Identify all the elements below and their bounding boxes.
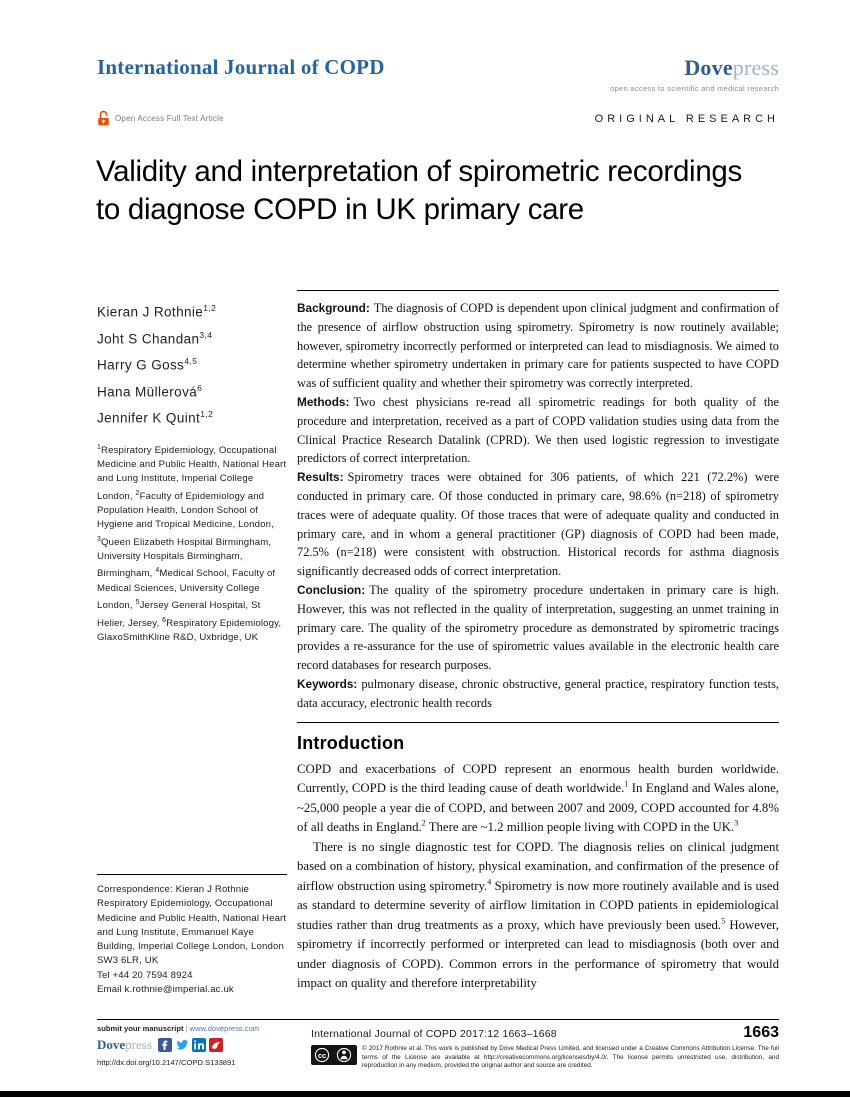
author-affil-sup: 1,2 xyxy=(200,409,214,419)
reference-sup[interactable]: 1 xyxy=(624,779,629,789)
intro-paragraph-2 xyxy=(297,838,779,994)
submit-label: submit your manuscript xyxy=(97,1024,184,1033)
affiliations xyxy=(97,441,287,646)
dovepress-logo-dove: Dove xyxy=(97,1037,126,1052)
section-label: Results: xyxy=(297,470,344,485)
author-affil-sup: 4,5 xyxy=(184,356,198,366)
author-name: Hana Müllerová xyxy=(97,384,198,399)
separator: | xyxy=(185,1024,188,1033)
correspondence-block xyxy=(97,874,287,997)
introduction-heading: Introduction xyxy=(297,732,405,753)
author xyxy=(97,403,287,430)
journal-citation-row xyxy=(311,1024,779,1042)
license-text: © 2017 Rothnie et al. This work is published by Dove Medical Press Limited, and licensed under a Creative Commons Attribution License. The full terms of the License are available at http://creativecommons.org/licenses/by/4.0/. The license permits unrestricted use, distribution, and reproduction in any medium, provided the original author and source are credited. xyxy=(362,1045,779,1070)
abstract-conclusion xyxy=(297,581,779,675)
reference-sup[interactable]: 3 xyxy=(734,818,739,828)
affil-sup: 5 xyxy=(135,599,140,607)
section-text: The diagnosis of COPD is dependent upon clinical judgment and confirmation of the presence of airflow obstruction using spirometry. Spirometry is now routinely available; however, spirometry incorrectly performed or interpreted can lead to misdiagnosis. We aimed to determine whether spirometry undertaken in primary care for patients suspected to have COPD was of sufficient quality and whether their spirometry was correctly interpreted. xyxy=(297,301,779,391)
dovepress-logo-dove: Dove xyxy=(684,55,733,80)
abstract-top-divider xyxy=(297,290,779,291)
dovepress-url-link[interactable]: www.dovepress.com xyxy=(189,1024,260,1033)
social-icons xyxy=(158,1038,223,1052)
reference-sup[interactable]: 4 xyxy=(487,877,492,887)
dove-social-icon[interactable] xyxy=(209,1038,223,1052)
abstract-keywords xyxy=(297,675,779,713)
footer-logo-row xyxy=(97,1037,297,1053)
author-affil-sup: 3,4 xyxy=(199,329,213,340)
author-name: Jennifer K Quint xyxy=(97,410,201,426)
svg-text:cc: cc xyxy=(317,1050,327,1060)
correspondence-address: Respiratory Epidemiology, Occupational Medicine and Public Health, National Heart and Lung Institute, Emmanuel Kaye Building, Imperial College London, London SW3 6LR, UK xyxy=(97,898,287,967)
author xyxy=(97,297,287,324)
affil-text: Respiratory Epidemiology, GlaxoSmithKline R&D, Uxbridge, UK xyxy=(97,617,282,644)
abstract-background xyxy=(297,299,779,393)
affil-sup: 1 xyxy=(97,443,102,451)
section-label: Background: xyxy=(297,301,370,315)
author-affil-sup: 1,2 xyxy=(203,303,217,313)
affil-sup: 2 xyxy=(135,489,140,497)
creative-commons-badge xyxy=(311,1045,357,1065)
paragraph-text: There are ~1.2 million people living with COPD in the UK. xyxy=(425,820,735,835)
dovepress-footer-logo xyxy=(97,1037,152,1053)
paragraph-text: There is no single diagnostic test for COPD. The diagnosis relies on clinical judgment based on a combination of history, physical examination, and confirmation of the presence of airflow obstruction using spirometry. xyxy=(297,839,779,893)
footer-right xyxy=(297,1024,779,1071)
paragraph-text: Spirometry is now more routinely available and is used as standard to determine severity of airflow limitation in COPD patients in epidemiological studies rather than drug treatments as a proxy, which have previously been used. xyxy=(297,878,779,932)
affil-sup: 6 xyxy=(162,616,167,624)
section-text: Two chest physicians re-read all spirometric readings for both quality of the procedure and interpretation, received as a part of COPD validation studies using data from the Clinical Practice Research Datalink (CPRD). We then used logistic regression to investigate predictors of correct interpretation. xyxy=(297,394,779,466)
author-name: Kieran J Rothnie xyxy=(97,304,204,320)
twitter-icon[interactable] xyxy=(175,1038,189,1052)
page-bottom-bar xyxy=(0,1091,850,1097)
intro-paragraph-1 xyxy=(297,760,779,838)
open-access-icon xyxy=(97,110,110,126)
abstract-results xyxy=(297,468,779,581)
license-row xyxy=(311,1045,779,1071)
paragraph-text: In England and Wales alone, ~25,000 people a year die of COPD, and between 2007 and 2009, COPD accounted for 4.8% of all deaths in England. xyxy=(297,781,779,835)
correspondence-tel: Tel +44 20 7594 8924 xyxy=(97,969,193,981)
author-affil-sup: 6 xyxy=(197,382,203,393)
author-list xyxy=(97,297,287,430)
right-column xyxy=(297,290,779,994)
submit-manuscript-line xyxy=(97,1024,297,1033)
open-access-row xyxy=(97,110,224,126)
page-footer xyxy=(97,1019,779,1071)
open-access-label: Open Access Full Text Article xyxy=(115,113,224,123)
linkedin-icon[interactable] xyxy=(192,1038,206,1052)
section-label: Methods: xyxy=(297,394,350,409)
section-text: The quality of the spirometry procedure undertaken in primary care is high. However, this was not reflected in the quality of interpretation, suggesting an unmet training in primary care. The quality of the spirometry procedure as demonstrated by spirometric tracings provides a re-assurance for the use of spirometric values available in the electronic health care record databases for research purposes. xyxy=(297,582,779,673)
journal-tagline: open access to scientific and medical research xyxy=(610,84,779,93)
reference-sup[interactable]: 2 xyxy=(421,818,426,828)
doi-link[interactable]: http://dx.doi.org/10.2147/COPD.S133891 xyxy=(97,1058,236,1067)
correspondence-email[interactable]: Email k.rothnie@imperial.ac.uk xyxy=(97,984,234,996)
reference-sup[interactable]: 5 xyxy=(721,916,726,926)
affil-sup: 4 xyxy=(155,567,160,575)
affil-text: Queen Elizabeth Hospital Birmingham, University Hospitals Birmingham, Birmingham, xyxy=(97,536,272,580)
section-label: Conclusion: xyxy=(297,582,366,597)
author-name: Harry G Goss xyxy=(97,357,185,373)
section-label: Keywords: xyxy=(297,676,358,691)
dovepress-logo xyxy=(684,55,779,81)
correspondence-name: Correspondence: Kieran J Rothnie xyxy=(97,884,249,895)
affil-sup: 3 xyxy=(97,535,102,543)
section-text: pulmonary disease, chronic obstructive, general practice, respiratory function tests, data accuracy, electronic health records xyxy=(297,676,779,710)
section-text: Spirometry traces were obtained for 306 patients, of which 221 (72.2%) were conducted in primary care. Of those conducted in primary care, 98.6% (n=218) of spirometry traces were of adequate quality. Of those traces that were of adequate quality and conducted in primary care, and in whom a general practitioner (GP) diagnosis of COPD had been made, 72.5% (n=218) were consistent with obstruction. Historical records for asthma diagnosis significantly decreased odds of correct interpretation. xyxy=(297,470,779,579)
page-number: 1663 xyxy=(743,1024,779,1041)
affil-text: Respiratory Epidemiology, Occupational Medicine and Public Health, National Heart and Lung Institute, Imperial College London, xyxy=(97,444,287,502)
abstract-bottom-divider xyxy=(297,722,779,723)
author xyxy=(97,324,287,351)
affil-text: Jersey General Hospital, St Helier, Jersey, xyxy=(97,600,261,629)
paragraph-text: COPD and exacerbations of COPD represent an enormous health burden worldwide. Currently, COPD is the third leading cause of death worldwide. xyxy=(297,761,779,796)
left-column xyxy=(97,297,287,645)
affil-text: Faculty of Epidemiology and Population Health, London School of Hygiene and Tropical Medicine, London, xyxy=(97,490,274,531)
author xyxy=(97,350,287,377)
dovepress-logo-press: press xyxy=(732,55,779,80)
facebook-icon[interactable] xyxy=(158,1038,172,1052)
article-type-label: ORIGINAL RESEARCH xyxy=(594,113,779,125)
affil-text: Medical School, Faculty of Medical Sciences, University College London, xyxy=(97,568,276,612)
dovepress-logo-press: press xyxy=(125,1037,152,1052)
journal-citation: International Journal of COPD 2017:12 1663–1668 xyxy=(311,1028,557,1040)
footer-left xyxy=(97,1024,297,1071)
paragraph-text: However, spirometry if incorrectly performed or interpreted can lead to misdiagnosis (both over and under diagnosis of COPD). Common errors in the performance of spirometry that would impact on quality and therefore interpretability xyxy=(297,917,779,991)
abstract-methods xyxy=(297,393,779,468)
author xyxy=(97,377,287,404)
journal-title: International Journal of COPD xyxy=(97,55,385,79)
author-name: Joht S Chandan xyxy=(97,331,200,346)
article-title: Validity and interpretation of spirometric recordings to diagnose COPD in UK primary care xyxy=(96,154,742,226)
